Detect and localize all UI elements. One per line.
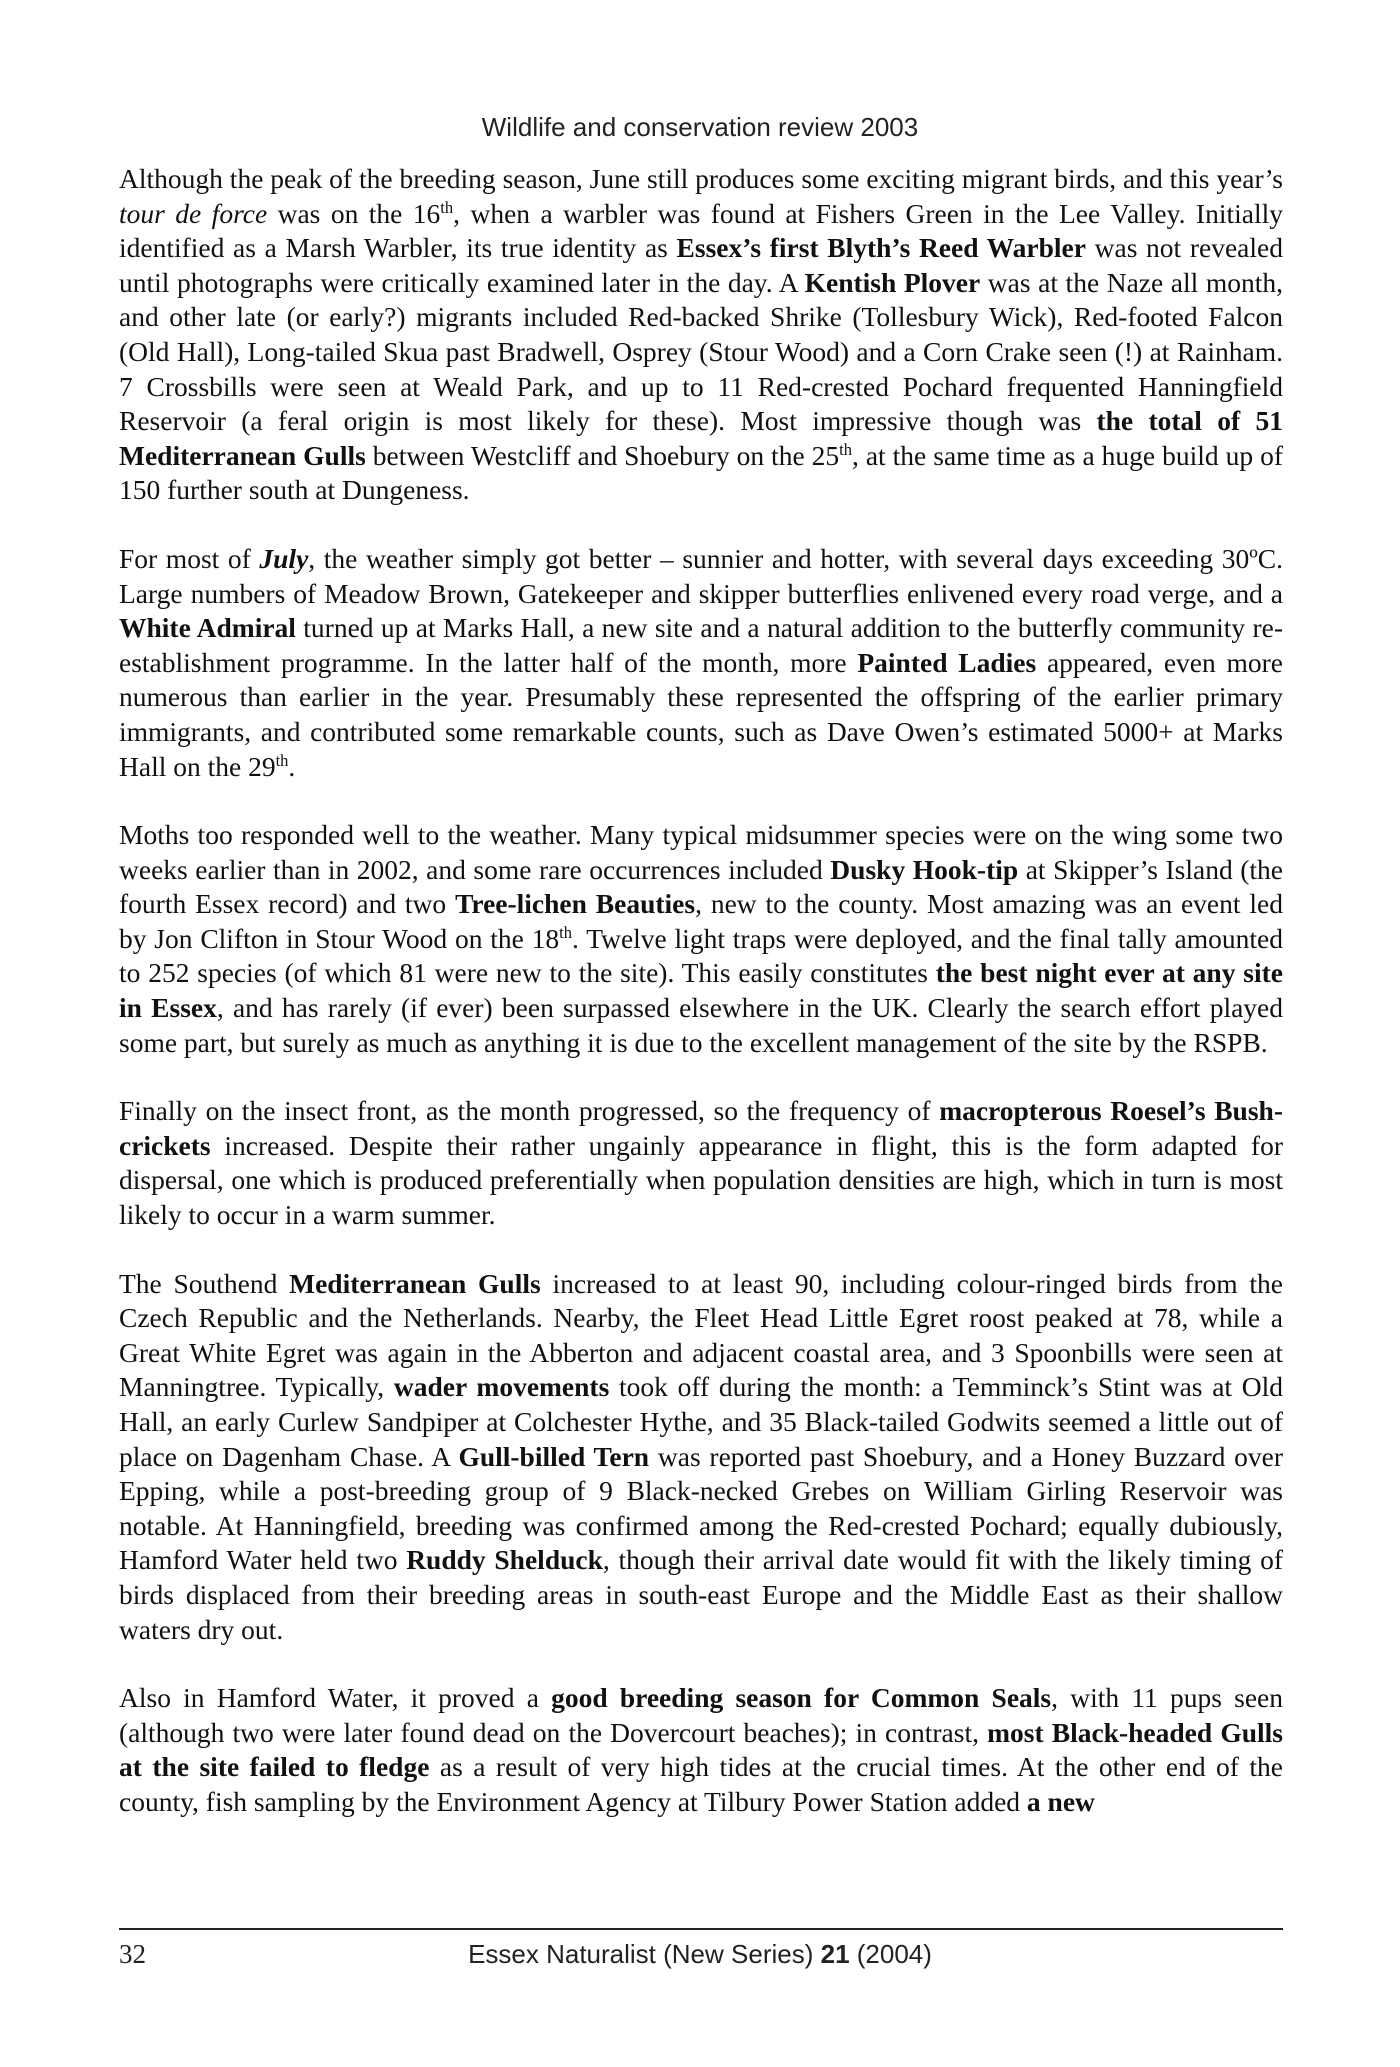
text-run: , the weather simply got better – sunnier and hotter, with several days exceeding 30ºC. Large numbers of Meadow Brown, Gatekeeper and skipper butterflies enlivened every road verge, and a: [119, 542, 1283, 609]
journal-citation: [0, 1939, 1400, 1970]
text-run: The Southend: [119, 1267, 290, 1299]
text-run: For most of: [119, 542, 260, 574]
bold-highlight: Mediterranean Gulls: [289, 1267, 541, 1299]
paragraph-july: [119, 542, 1283, 784]
text-run: . Twelve light traps were deployed, and the final tally amounted to 252 species (of which 81 were new to the site). This easily constitutes: [119, 922, 1283, 989]
paragraph-june: [119, 162, 1283, 508]
bold-highlight: Gull-billed Tern: [458, 1440, 650, 1472]
running-header: Wildlife and conservation review 2003: [481, 112, 919, 142]
italic-phrase: tour de force: [119, 197, 268, 229]
text-run: at Skipper’s Island (the fourth Essex record) and two: [119, 853, 1283, 920]
bold-highlight: the total of 51 Mediterranean Gulls: [119, 405, 1283, 471]
ordinal-suffix: th: [275, 750, 289, 770]
bold-highlight: Ruddy Shelduck: [406, 1544, 603, 1576]
page-number: 32: [119, 1939, 146, 1969]
bold-highlight: White Admiral: [119, 612, 296, 644]
paragraph-gulls: [119, 1267, 1283, 1648]
bold-highlight: a new: [1026, 1785, 1095, 1817]
bold-highlight: Dusky Hook-tip: [830, 853, 1019, 885]
text-run: , though their arrival date would fit with the likely timing of birds displaced from their breeding areas in south-east Europe and the Middle East as their shallow waters dry out.: [119, 1544, 1283, 1645]
article-body: [119, 162, 1283, 1854]
text-run: was not revealed until photographs were critically examined later in the day. A: [119, 232, 1283, 298]
text-run: was at the Naze all month, and other late (or early?) migrants included Red-backed Shrike (Tollesbury Wick), Red-footed Falcon (Old Hall), Long-tailed Skua past Bradwell, Osprey (Stour Wood) and a Corn Crake seen (!) at Rainham. 7 Crossbills were seen at Weald Park, and up to 11 Red-crested Pochard frequented Hanningfield Reservoir (a feral origin is most likely for these). Most impressive though was: [119, 266, 1283, 437]
footer-rule: [119, 1928, 1283, 1930]
journal-name: Essex Naturalist (New Series): [468, 1939, 821, 1969]
text-run: , new to the county. Most amazing was an event led by Jon Clifton in Stour Wood on the 18: [119, 888, 1283, 954]
bold-highlight: Painted Ladies: [857, 646, 1037, 678]
bold-highlight: most Black-headed Gulls at the site failed to fledge: [119, 1716, 1283, 1783]
bold-highlight: wader movements: [393, 1371, 610, 1403]
bold-highlight: Tree-lichen Beauties: [455, 888, 696, 920]
text-run: , with 11 pups seen (although two were later found dead on the Dovercourt beaches); in contrast,: [119, 1682, 1283, 1748]
text-run: , when a warbler was found at Fishers Green in the Lee Valley. Initially identified as a Marsh Warbler, its true identity as: [119, 197, 1283, 264]
text-run: was on the 16: [267, 197, 441, 229]
paragraph-seals: [119, 1681, 1283, 1819]
text-run: , and has rarely (if ever) been surpassed elsewhere in the UK. Clearly the search effort played some part, but surely as much as anything it is due to the excellent management of the site by the RSPB.: [119, 992, 1284, 1058]
bold-highlight: Kentish Plover: [804, 266, 981, 298]
text-run: Finally on the insect front, as the month progressed, so the frequency of: [119, 1095, 940, 1127]
text-run: took off during the month: a Temminck’s Stint was at Old Hall, an early Curlew Sandpiper at Colchester Hythe, and 35 Black-tailed Godwits seemed a little out of place on Dagenham Chase. A: [119, 1371, 1284, 1472]
bold-highlight: good breeding season for Common Seals: [551, 1682, 1052, 1714]
bold-italic-month: July: [259, 542, 309, 574]
text-run: .: [288, 750, 296, 782]
ordinal-suffix: th: [839, 439, 852, 459]
paragraph-bush-crickets: [119, 1094, 1283, 1232]
text-run: as a result of very high tides at the crucial times. At the other end of the county, fish sampling by the Environment Agency at Tilbury Power Station added: [119, 1751, 1284, 1817]
ordinal-suffix: th: [440, 197, 454, 217]
bold-highlight: the best night ever at any site in Essex: [119, 957, 1283, 1024]
text-run: Also in Hamford Water, it proved a: [119, 1682, 552, 1714]
bold-highlight: Essex’s first Blyth’s Reed Warbler: [676, 232, 1086, 264]
journal-year: (2004): [849, 1939, 932, 1969]
bold-highlight: macropterous Roesel’s Bush-crickets: [119, 1095, 1284, 1161]
text-run: appeared, even more numerous than earlier in the year. Presumably these represented the offspring of the earlier primary immigrants, and contributed some remarkable counts, such as Dave Owen’s estimated 5000+ at Marks Hall on the 29: [119, 646, 1283, 782]
text-run: between Westcliff and Shoebury on the 25: [365, 439, 840, 471]
ordinal-suffix: th: [559, 922, 573, 942]
text-run: , at the same time as a huge build up of 150 further south at Dungeness.: [119, 439, 1283, 506]
text-run: was reported past Shoebury, and a Honey Buzzard over Epping, while a post-breeding group of 9 Black-necked Grebes on William Girling Reservoir was notable. At Hanningfield, breeding was confirmed among the Red-crested Pochard; equally dubiously, Hamford Water held two: [119, 1440, 1284, 1576]
text-run: increased. Despite their rather ungainly appearance in flight, this is the form adapted for dispersal, one which is produced preferentially when population densities are high, which in turn is most likely to occur in a warm summer.: [119, 1129, 1283, 1231]
journal-volume: 21: [820, 1939, 850, 1969]
text-run: Although the peak of the breeding season, June still produces some exciting migrant birds, and this year’s: [119, 163, 1283, 194]
text-run: increased to at least 90, including colour-ringed birds from the Czech Republic and the Netherlands. Nearby, the Fleet Head Little Egret roost peaked at 78, while a Great White Egret was again in the Abberton and adjacent coastal area, and 3 Spoonbills were seen at Manningtree. Typically,: [119, 1267, 1283, 1403]
text-run: turned up at Marks Hall, a new site and a natural addition to the butterfly community re-establishment programme. In the latter half of the month, more: [119, 612, 1283, 678]
paragraph-moths: [119, 818, 1283, 1060]
text-run: Moths too responded well to the weather. Many typical midsummer species were on the wing some two weeks earlier than in 2002, and some rare occurrences included: [119, 819, 1283, 885]
